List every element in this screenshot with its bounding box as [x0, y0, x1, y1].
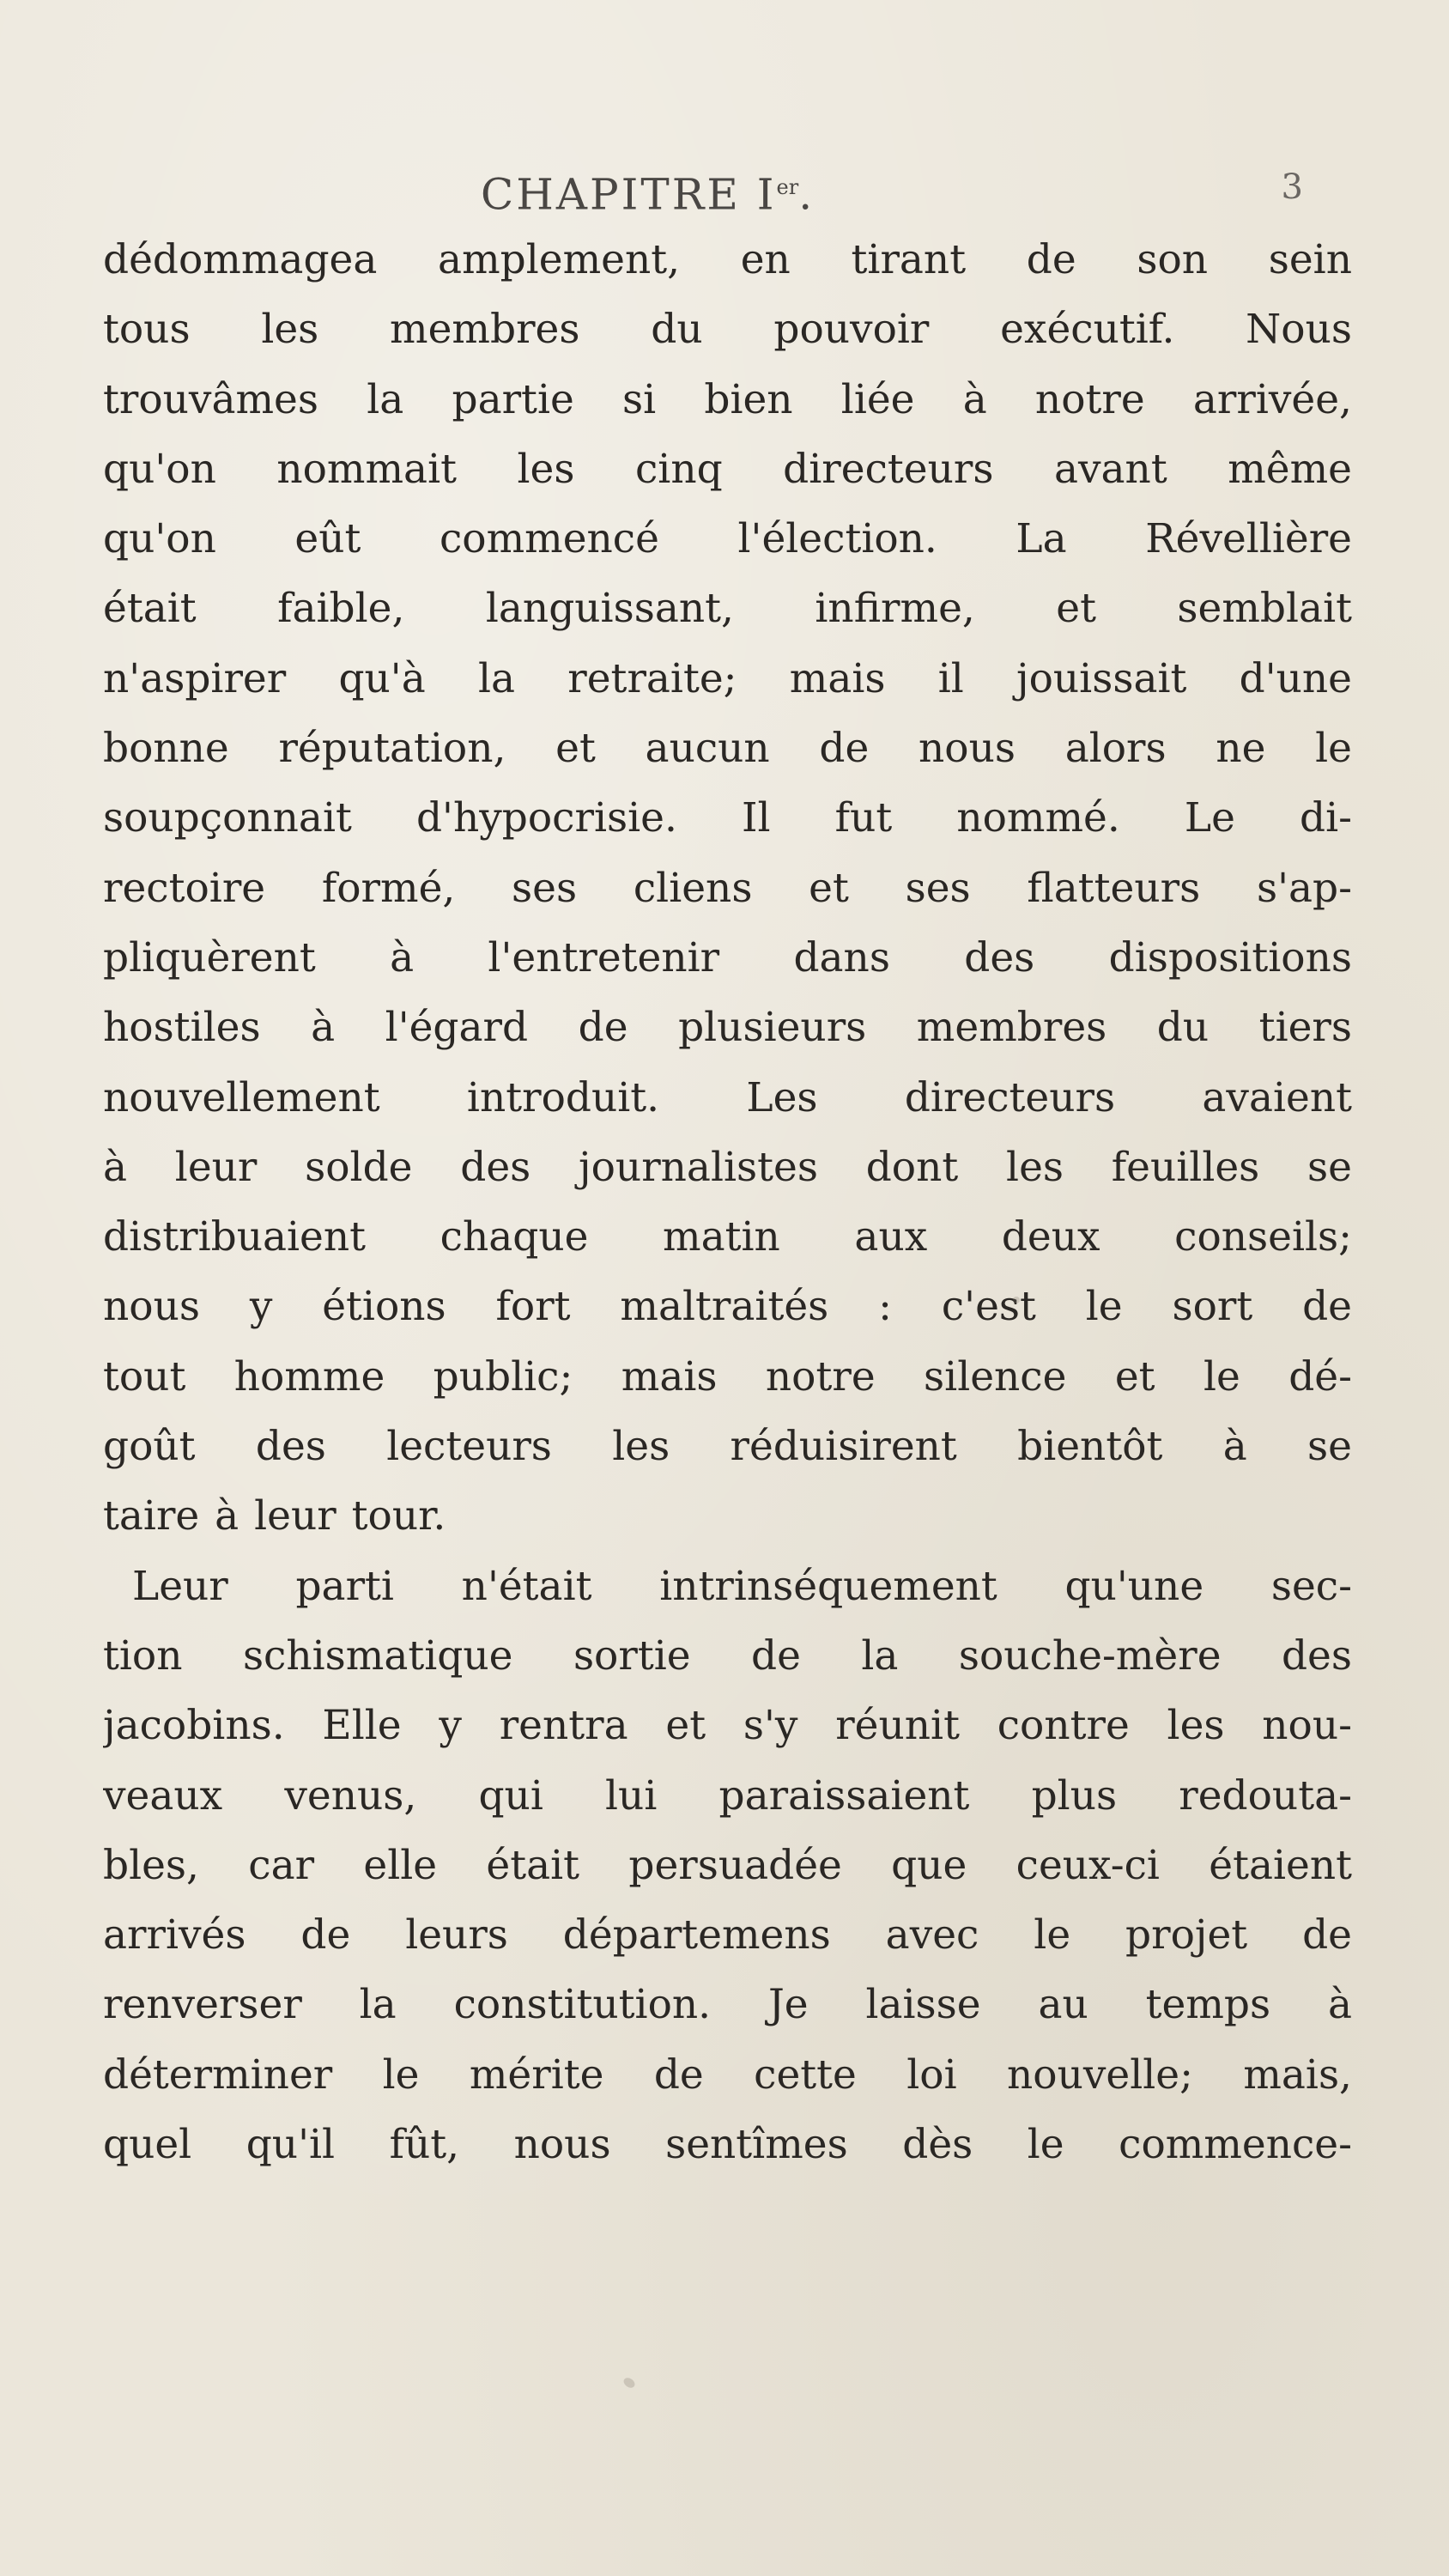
- chapter-ordinal-suffix: er: [776, 175, 799, 199]
- text-line: arrivés de leurs départemens avec le projet de: [103, 1911, 1352, 1959]
- text-line: était faible, languissant, infirme, et semblait: [103, 585, 1352, 633]
- text-line: trouvâmes la partie si bien liée à notre arrivée,: [103, 375, 1352, 423]
- text-line: n'aspirer qu'à la retraite; mais il jouissait d'une: [103, 654, 1352, 702]
- text-line: quel qu'il fût, nous sentîmes dès le commence-: [103, 2121, 1352, 2169]
- text-line: déterminer le mérite de cette loi nouvelle; mais,: [103, 2050, 1352, 2099]
- body-text: [103, 225, 1352, 2179]
- text-line: dédommagea amplement, en tirant de son sein: [103, 236, 1352, 283]
- text-line: distribuaient chaque matin aux deux conseils;: [103, 1213, 1352, 1261]
- paper-speck: [1013, 1297, 1020, 1303]
- text-line: tout homme public; mais notre silence et le dé-: [103, 1352, 1352, 1400]
- text-line: nous y étions fort maltraités : c'est le sort de: [103, 1283, 1352, 1331]
- paragraph-2: [103, 1552, 1352, 2180]
- text-line: bonne réputation, et aucun de nous alors ne le: [103, 725, 1352, 773]
- text-line: bles, car elle était persuadée que ceux-ci étaient: [103, 1841, 1352, 1889]
- page-number: 3: [1281, 167, 1303, 207]
- text-line: pliquèrent à l'entretenir dans des dispositions: [103, 933, 1352, 981]
- chapter-label: CHAPITRE I: [481, 169, 777, 220]
- text-line: tous les membres du pouvoir exécutif. Nous: [103, 306, 1352, 354]
- text-line: rectoire formé, ses cliens et ses flatteurs s'ap-: [103, 864, 1352, 912]
- text-line: goût des lecteurs les réduisirent bientôt à se: [103, 1423, 1352, 1471]
- text-line: nouvellement introduit. Les directeurs avaient: [103, 1073, 1352, 1121]
- text-line: renverser la constitution. Je laisse au temps à: [103, 1981, 1352, 2029]
- text-line: hostiles à l'égard de plusieurs membres du tiers: [103, 1004, 1352, 1052]
- paragraph-1: [103, 225, 1352, 1552]
- text-line: veaux venus, qui lui paraissaient plus redouta-: [103, 1771, 1352, 1820]
- running-head: [0, 161, 1449, 220]
- text-line: qu'on nommait les cinq directeurs avant même: [103, 445, 1352, 493]
- text-line: soupçonnait d'hypocrisie. Il fut nommé. Le di-: [103, 794, 1352, 842]
- text-line: Leur parti n'était intrinséquement qu'une sec-: [132, 1562, 1352, 1610]
- text-line: jacobins. Elle y rentra et s'y réunit contre les nou-: [103, 1702, 1352, 1750]
- text-line: à leur solde des journalistes dont les feuilles se: [103, 1143, 1352, 1191]
- chapter-title-period: .: [798, 169, 815, 220]
- text-line: taire à leur tour.: [103, 1492, 446, 1540]
- text-line: tion schismatique sortie de la souche-mère des: [103, 1631, 1352, 1680]
- text-line: qu'on eût commencé l'élection. La Révellière: [103, 515, 1352, 563]
- paper-speck: [621, 2376, 636, 2390]
- chapter-title: [481, 161, 815, 221]
